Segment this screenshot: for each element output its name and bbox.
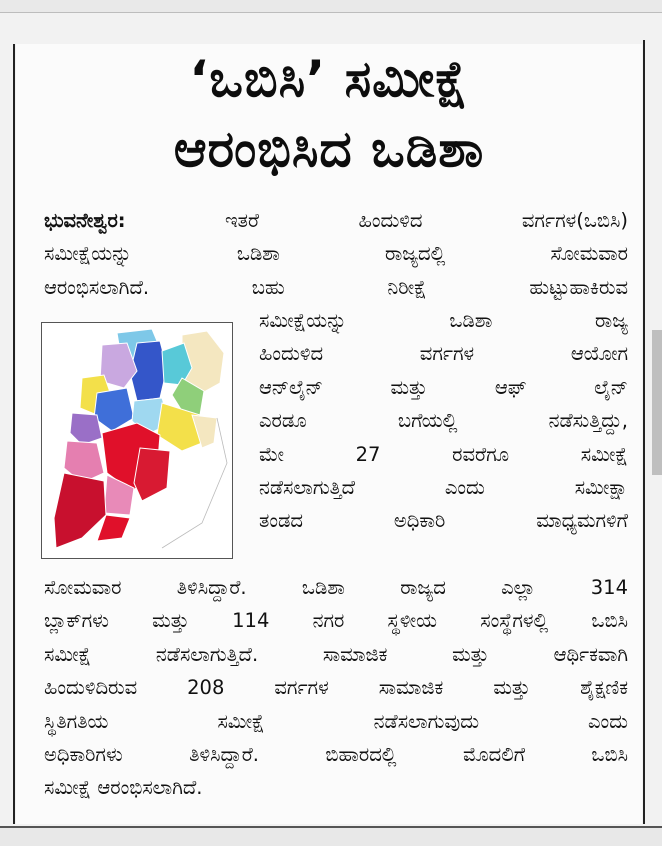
- article-wrap-line-5: ಮೇ 27 ರವರೆಗೂ ಸಮೀಕ್ಷೆ: [259, 442, 628, 466]
- article-line-11: ಸೋಮವಾರ ತಿಳಿಸಿದ್ದಾರೆ. ಒಡಿಶಾ ರಾಜ್ಯದ ಎಲ್ಲಾ 314: [44, 576, 628, 599]
- headline-line-1: ‘ಒಬಿಸಿ’ ಸಮೀಕ್ಷೆ: [189, 50, 469, 108]
- article-line-2: ಸಮೀಕ್ಷೆಯನ್ನು ಒಡಿಶಾ ರಾಜ್ಯದಲ್ಲಿ ಸೋಮವಾರ: [44, 242, 628, 266]
- column-rule-right: [643, 40, 645, 824]
- article-wrap-line-1: ಸಮೀಕ್ಷೆಯನ್ನು ಒಡಿಶಾ ರಾಜ್ಯ: [259, 309, 628, 332]
- headline-line-2: ಆರಂಭಿಸಿದ ಒಡಿಶಾ: [173, 120, 485, 178]
- top-border: [0, 0, 662, 13]
- article-line-13: ಸಮೀಕ್ಷೆ ನಡೆಸಲಾಗುತ್ತಿದೆ. ಸಾಮಾಜಿಕ ಮತ್ತು ಆರ್ಥಿಕವಾಗಿ: [44, 642, 628, 666]
- article-line-16: ಅಧಿಕಾರಿಗಳು ತಿಳಿಸಿದ್ದಾರೆ. ಬಿಹಾರದಲ್ಲಿ ಮೊದಲಿಗೆ ಒಬಿಸಿ: [44, 743, 628, 767]
- article-line-1-text: ಇತರೆ ಹಿಂದುಳಿದ ವರ್ಗಗಳ(ಒಬಿಸಿ): [224, 209, 628, 232]
- article-intro: [44, 204, 628, 304]
- article-body-bottom: [44, 571, 628, 805]
- bottom-band: [0, 828, 662, 846]
- article-line-15: ಸ್ಥಿತಿಗತಿಯ ಸಮೀಕ್ಷೆ ನಡೆಸಲಾಗುವುದು ಎಂದು: [44, 709, 628, 733]
- article-line-12: ಬ್ಲಾಕ್‌ಗಳು ಮತ್ತು 114 ನಗರ ಸ್ಥಳೀಯ ಸಂಸ್ಥೆಗಳಲ್ಲಿ ಒಬಿಸಿ: [44, 609, 628, 633]
- odisha-map-graphic: [42, 323, 232, 558]
- article-wrap-line-3: ಆನ್‌ಲೈನ್ ಮತ್ತು ಆಫ್ ಲೈನ್: [259, 375, 628, 399]
- column-rule-left: [13, 44, 15, 824]
- dateline: ಭುವನೇಶ್ವರ:: [44, 209, 126, 232]
- article-line-17: ಸಮೀಕ್ಷೆ ಆರಂಭಿಸಲಾಗಿದೆ.: [44, 776, 203, 800]
- odisha-district-map: [41, 322, 233, 559]
- article-line-14: ಹಿಂದುಳಿದಿರುವ 208 ವರ್ಗಗಳ ಸಾಮಾಜಿಕ ಮತ್ತು ಶೈಕ್ಷಣಿಕ: [44, 676, 628, 700]
- article-wrap-column: [259, 304, 628, 538]
- article-wrap-line-4: ಎರಡೂ ಬಗೆಯಲ್ಲಿ ನಡೆಸುತ್ತಿದ್ದು,: [259, 409, 628, 433]
- headline: [16, 44, 642, 184]
- article-wrap-line-7: ತಂಡದ ಅಧಿಕಾರಿ ಮಾಧ್ಯಮಗಳಿಗೆ: [259, 509, 628, 533]
- article-line-1: [44, 204, 628, 237]
- article-line-3: ಆರಂಭಿಸಲಾಗಿದೆ. ಬಹು ನಿರೀಕ್ಷೆ ಹುಟ್ಟುಹಾಕಿರುವ: [44, 275, 628, 299]
- article-wrap-line-2: ಹಿಂದುಳಿದ ವರ್ಗಗಳ ಆಯೋಗ: [259, 342, 628, 366]
- side-scrollbar-strip: [652, 330, 662, 475]
- article-wrap-line-6: ನಡೆಸಲಾಗುತ್ತಿದೆ ಎಂದು ಸಮೀಕ್ಷಾ: [259, 476, 628, 500]
